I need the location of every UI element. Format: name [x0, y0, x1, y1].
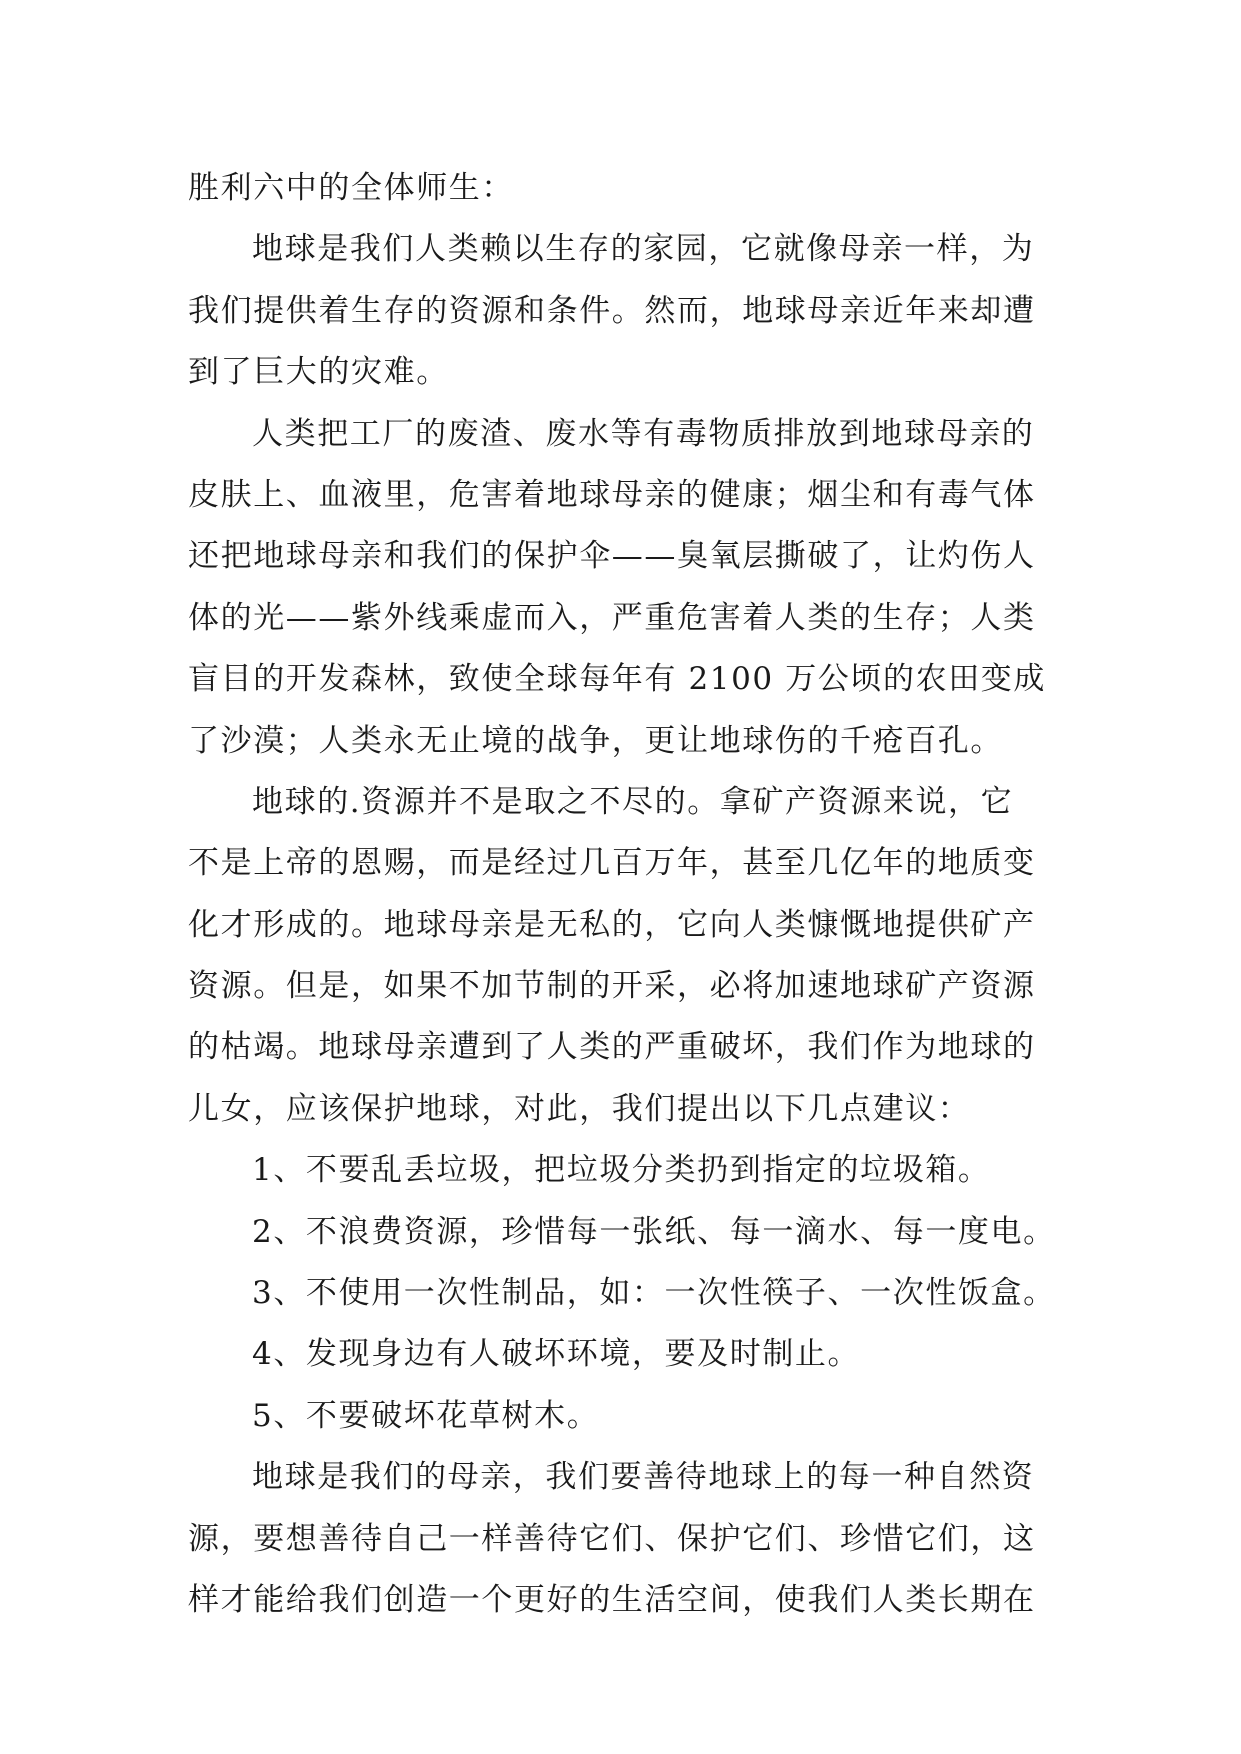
paragraph-3-line-6: 儿女，应该保护地球，对此，我们提出以下几点建议：: [188, 1090, 971, 1127]
paragraph-2-line-1: 人类把工厂的废渣、废水等有毒物质排放到地球母亲的: [252, 415, 1035, 452]
paragraph-2-line-3: 还把地球母亲和我们的保护伞——臭氧层撕破了，让灼伤人: [188, 538, 1036, 575]
paragraph-3-line-3: 化才形成的。地球母亲是无私的，它向人类慷慨地提供矿产: [188, 906, 1036, 943]
suggestion-item-2: 2、不浪费资源，珍惜每一张纸、每一滴水、每一度电。: [252, 1213, 1056, 1250]
document-body: [188, 158, 1068, 1631]
paragraph-2-line-2: 皮肤上、血液里，危害着地球母亲的健康；烟尘和有毒气体: [188, 476, 1036, 513]
paragraph-1-line-3: 到了巨大的灾难。: [188, 354, 449, 391]
paragraph-3-line-5: 的枯竭。地球母亲遭到了人类的严重破坏，我们作为地球的: [188, 1029, 1036, 1066]
paragraph-3-line-1: 地球的.资源并不是取之不尽的。拿矿产资源来说，它: [252, 783, 1014, 820]
paragraph-4-line-3: 样才能给我们创造一个更好的生活空间，使我们人类长期在: [188, 1581, 1036, 1618]
suggestion-item-3: 3、不使用一次性制品，如：一次性筷子、一次性饭盒。: [252, 1275, 1056, 1312]
paragraph-3-line-2: 不是上帝的恩赐，而是经过几百万年，甚至几亿年的地质变: [188, 845, 1036, 882]
paragraph-2-line-4: 体的光——紫外线乘虚而入，严重危害着人类的生存；人类: [188, 599, 1036, 636]
suggestion-item-1: 1、不要乱丢垃圾，把垃圾分类扔到指定的垃圾箱。: [252, 1152, 991, 1189]
salutation-line: 胜利六中的全体师生：: [188, 170, 514, 206]
suggestion-item-4: 4、发现身边有人破坏环境，要及时制止。: [252, 1336, 861, 1373]
paragraph-2-line-5: 盲目的开发森林，致使全球每年有 2100 万公顷的农田变成: [188, 661, 1046, 698]
paragraph-1-line-2: 我们提供着生存的资源和条件。然而，地球母亲近年来却遭: [188, 292, 1036, 329]
paragraph-1-line-1: 地球是我们人类赖以生存的家园，它就像母亲一样，为: [252, 231, 1035, 268]
paragraph-4-line-2: 源，要想善待自己一样善待它们、保护它们、珍惜它们，这: [188, 1520, 1036, 1557]
suggestion-item-5: 5、不要破坏花草树木。: [252, 1397, 600, 1434]
paragraph-2-line-6: 了沙漠；人类永无止境的战争，更让地球伤的千疮百孔。: [188, 722, 1003, 759]
paragraph-3-line-4: 资源。但是，如果不加节制的开采，必将加速地球矿产资源: [188, 968, 1036, 1005]
paragraph-4-line-1: 地球是我们的母亲，我们要善待地球上的每一种自然资: [252, 1459, 1035, 1496]
